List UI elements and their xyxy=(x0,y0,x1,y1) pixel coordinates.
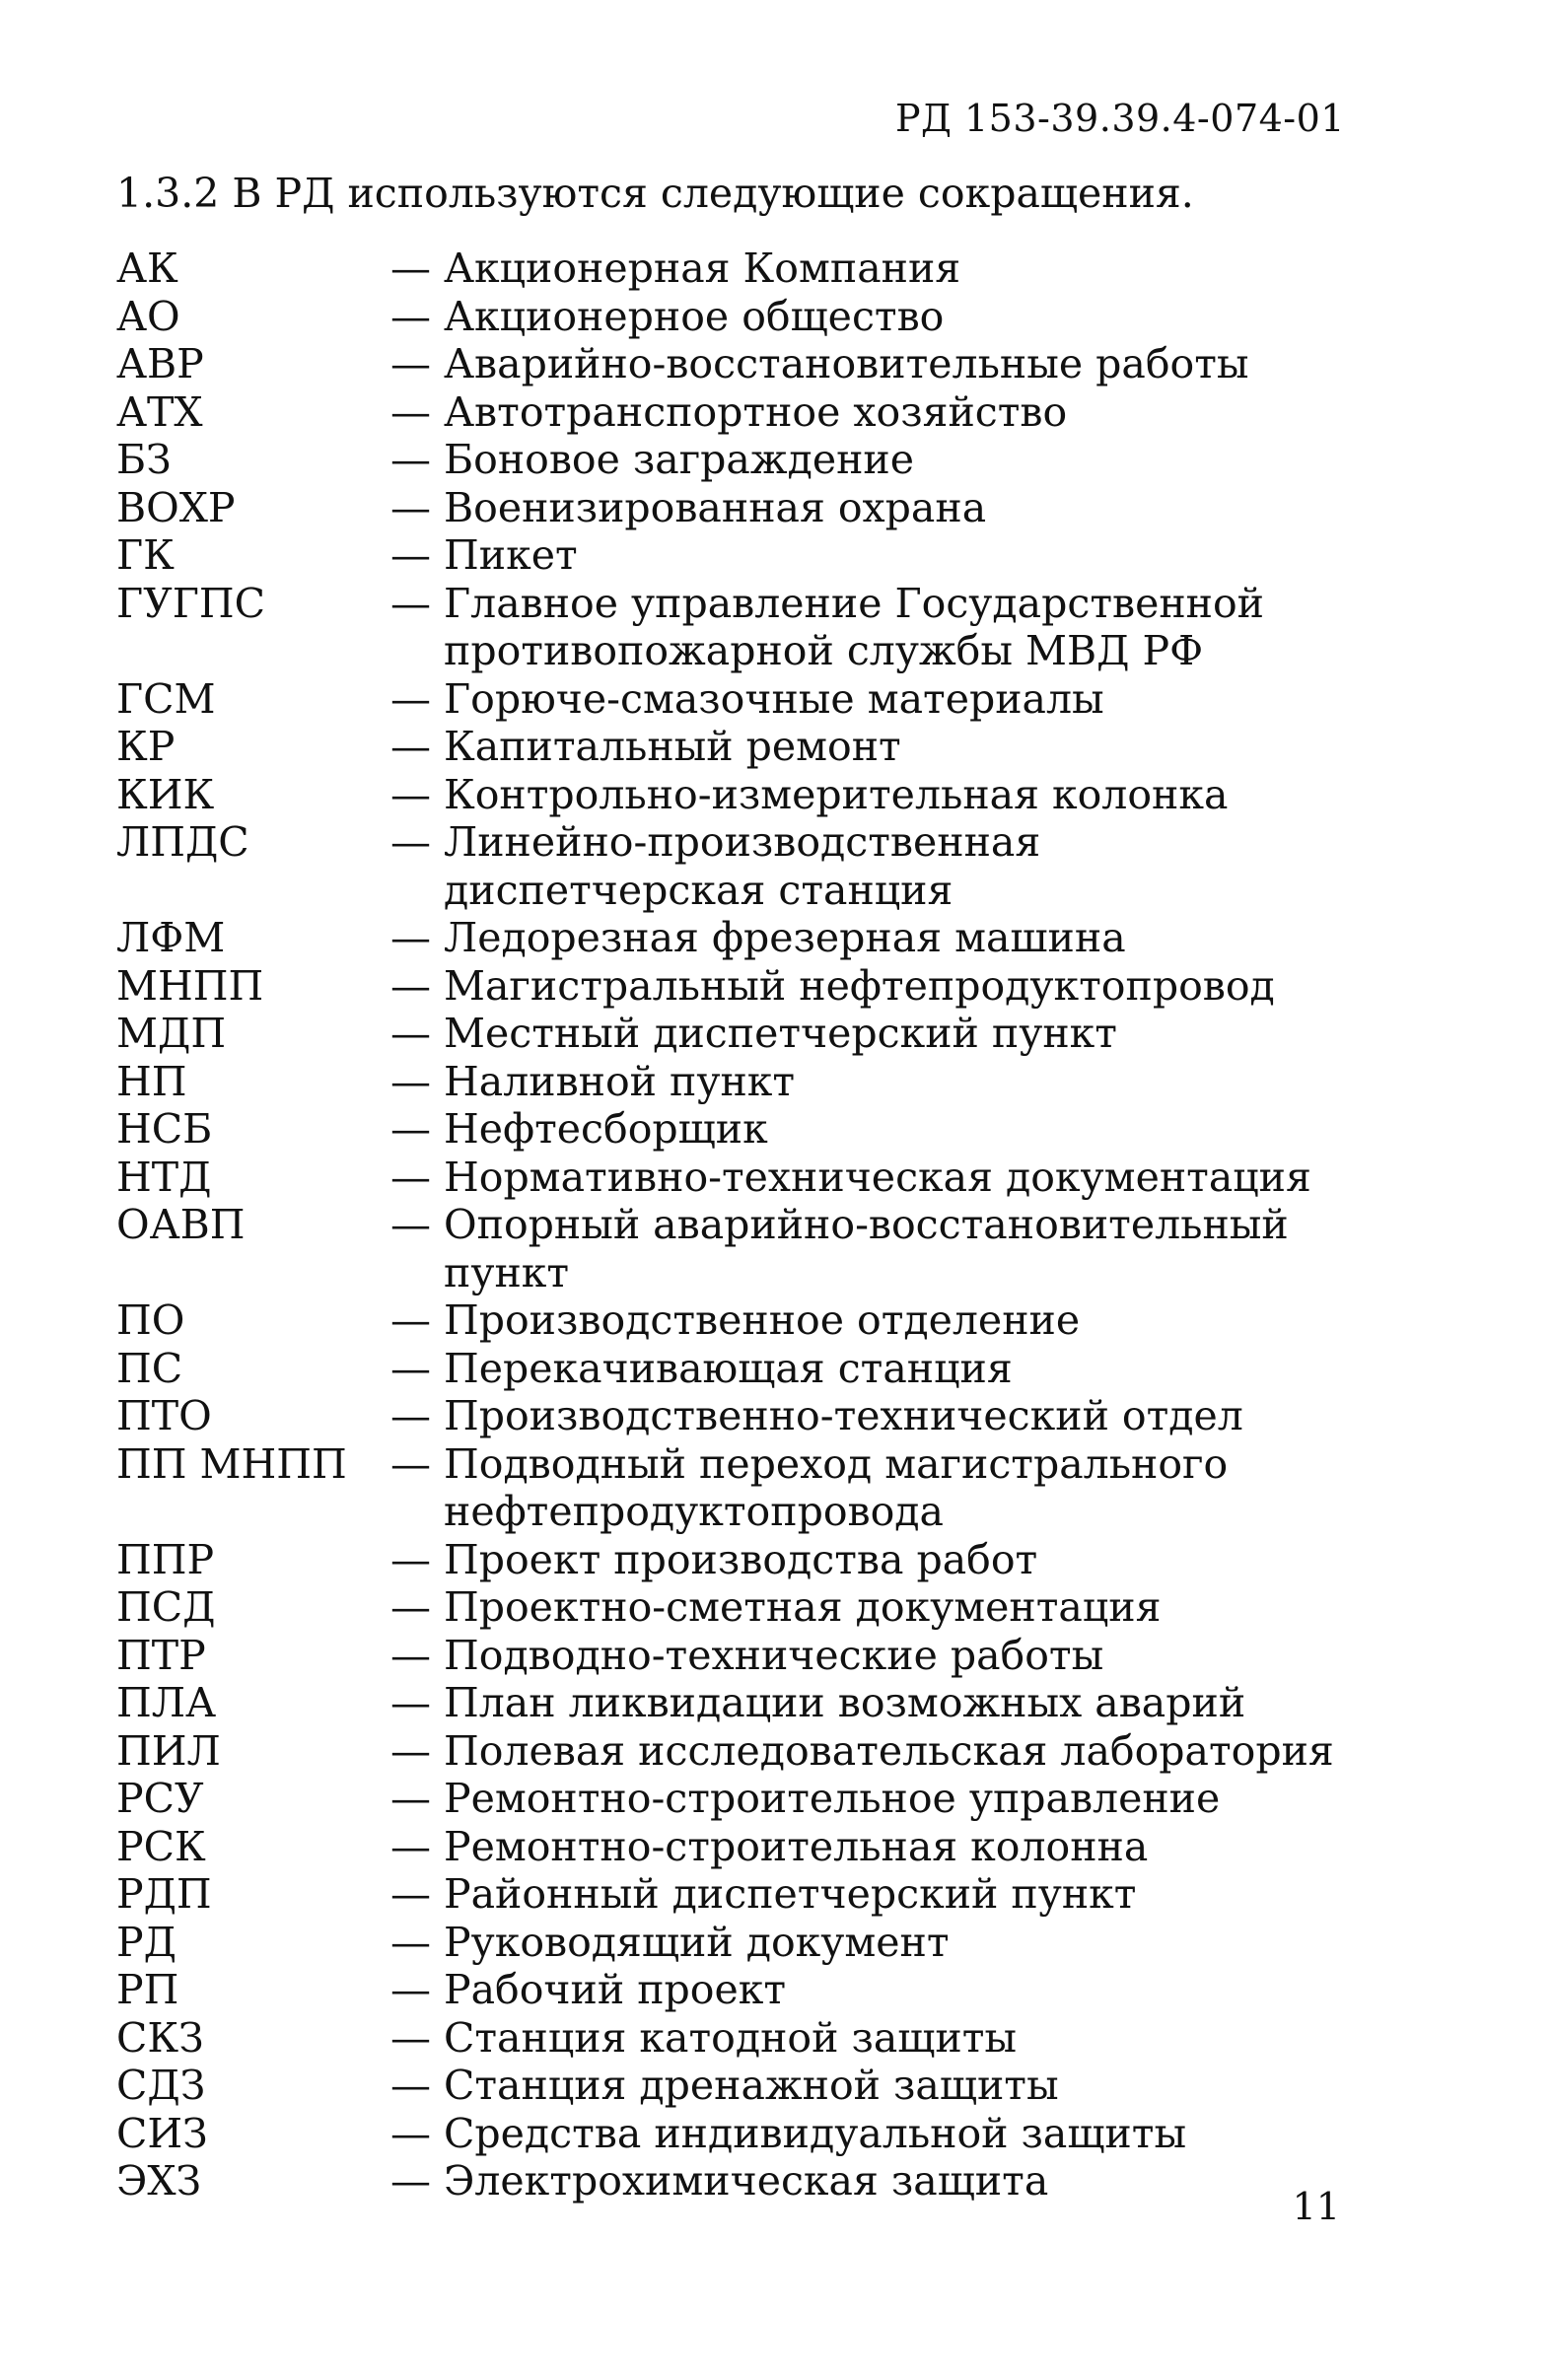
definition-text: Нормативно-техническая документация xyxy=(444,1153,1311,1201)
abbreviation-term: ПТО xyxy=(116,1392,212,1439)
em-dash: — xyxy=(390,2013,431,2062)
abbreviation-row xyxy=(116,771,1359,819)
abbreviation-row xyxy=(116,1296,1359,1345)
em-dash: — xyxy=(390,770,431,818)
abbreviation-definition xyxy=(390,675,1359,724)
em-dash: — xyxy=(390,1679,431,1726)
definition-text: Автотранспортное хозяйство xyxy=(444,387,1068,436)
abbreviation-term: СКЗ xyxy=(116,2013,204,2062)
em-dash: — xyxy=(390,1153,431,1201)
abbreviation-row xyxy=(116,1823,1359,1871)
abbreviation-definition xyxy=(390,2062,1359,2110)
abbreviation-definition xyxy=(390,1775,1359,1823)
abbreviation-term: МНПП xyxy=(116,961,264,1010)
abbreviation-definition xyxy=(390,580,1359,675)
abbreviation-term: АК xyxy=(116,245,178,292)
abbreviation-term: ГК xyxy=(116,531,175,579)
abbreviation-row xyxy=(116,1536,1359,1584)
abbreviation-row xyxy=(116,914,1359,962)
abbreviation-definition xyxy=(390,293,1359,341)
abbreviation-definition xyxy=(390,1440,1359,1536)
em-dash: — xyxy=(390,1775,431,1822)
abbreviation-definition xyxy=(390,962,1359,1011)
definition-text: Акционерное общество xyxy=(444,292,945,340)
abbreviation-term: СИЗ xyxy=(116,2109,208,2157)
em-dash: — xyxy=(390,1201,431,1248)
definition-text: Станция катодной защиты xyxy=(444,2013,1018,2062)
definition-text: Военизированная охрана xyxy=(444,483,987,531)
abbreviation-term: ПИЛ xyxy=(116,1726,221,1775)
em-dash: — xyxy=(390,1439,431,1488)
em-dash: — xyxy=(390,483,431,531)
definition-text: Нефтесборщик xyxy=(444,1105,768,1153)
abbreviation-row xyxy=(116,580,1359,675)
abbreviation-definition xyxy=(390,1632,1359,1680)
abbreviation-definition xyxy=(390,1010,1359,1058)
em-dash: — xyxy=(390,387,431,436)
abbreviation-row xyxy=(116,388,1359,437)
definition-text: Проект производства работ xyxy=(444,1535,1038,1583)
abbreviation-term: НП xyxy=(116,1057,187,1105)
abbreviation-row xyxy=(116,1058,1359,1106)
abbreviation-row xyxy=(116,1345,1359,1393)
em-dash: — xyxy=(390,914,431,961)
abbreviation-definition xyxy=(390,818,1359,914)
definition-text: План ликвидации возможных аварий xyxy=(444,1679,1246,1726)
abbreviation-definition xyxy=(390,1296,1359,1345)
document-code: РД 153-39.39.4-074-01 xyxy=(894,97,1345,140)
abbreviation-definition xyxy=(390,2110,1359,2158)
abbreviation-definition xyxy=(390,1870,1359,1919)
em-dash: — xyxy=(390,818,431,866)
abbreviation-definition xyxy=(390,436,1359,484)
abbreviation-row xyxy=(116,962,1359,1011)
definition-text: Пикет xyxy=(444,531,578,579)
abbreviation-term: АВР xyxy=(116,340,204,387)
abbreviation-term: НТД xyxy=(116,1153,212,1201)
abbreviation-row xyxy=(116,293,1359,341)
definition-text: Горюче-смазочные материалы xyxy=(444,674,1104,723)
abbreviation-row xyxy=(116,1201,1359,1296)
definition-text: Акционерная Компания xyxy=(444,245,961,292)
abbreviation-definition xyxy=(390,340,1359,388)
definition-text: Ремонтно-строительное управление xyxy=(444,1775,1221,1822)
abbreviation-definition xyxy=(390,388,1359,437)
definition-text: Магистральный нефтепродуктопровод xyxy=(444,961,1275,1010)
definition-text: Ремонтно-строительная колонна xyxy=(444,1822,1149,1870)
abbreviation-row xyxy=(116,1440,1359,1536)
abbreviation-term: РД xyxy=(116,1918,177,1966)
abbreviation-term: ПП МНПП xyxy=(116,1439,347,1488)
em-dash: — xyxy=(390,579,431,627)
em-dash: — xyxy=(390,1296,431,1344)
abbreviation-row xyxy=(116,1919,1359,1967)
abbreviation-definition xyxy=(390,1105,1359,1154)
abbreviation-row xyxy=(116,2062,1359,2110)
abbreviation-term: ПО xyxy=(116,1296,185,1344)
abbreviation-term: ПС xyxy=(116,1344,183,1392)
abbreviation-row xyxy=(116,1392,1359,1440)
definition-text: Местный диспетчерский пункт xyxy=(444,1010,1117,1057)
definition-text: Аварийно-восстановительные работы xyxy=(444,340,1249,387)
abbreviation-row xyxy=(116,531,1359,580)
em-dash: — xyxy=(390,1057,431,1105)
abbreviation-term: РСУ xyxy=(116,1775,204,1822)
abbreviation-term: ПТР xyxy=(116,1631,206,1679)
em-dash: — xyxy=(390,1631,431,1679)
abbreviation-row xyxy=(116,2157,1359,2205)
definition-text: Электрохимическая защита xyxy=(444,2157,1049,2205)
em-dash: — xyxy=(390,1726,431,1775)
abbreviation-definition xyxy=(390,1966,1359,2014)
abbreviation-definition xyxy=(390,484,1359,532)
abbreviation-definition xyxy=(390,1392,1359,1440)
section-intro: 1.3.2 В РД используются следующие сокращения. xyxy=(116,170,1194,217)
abbreviation-list xyxy=(116,245,1359,2205)
em-dash: — xyxy=(390,436,431,483)
abbreviation-term: ГСМ xyxy=(116,674,216,723)
abbreviation-definition xyxy=(390,1679,1359,1727)
abbreviation-term: ППР xyxy=(116,1535,215,1583)
em-dash: — xyxy=(390,1870,431,1918)
definition-text: Руководящий документ xyxy=(444,1918,950,1966)
abbreviation-definition xyxy=(390,1201,1359,1296)
abbreviation-definition xyxy=(390,723,1359,771)
abbreviation-term: ВОХР xyxy=(116,483,236,531)
page-number: 11 xyxy=(1292,2185,1340,2228)
em-dash: — xyxy=(390,961,431,1010)
em-dash: — xyxy=(390,1966,431,2013)
abbreviation-term: ЛФМ xyxy=(116,914,226,961)
em-dash: — xyxy=(390,2062,431,2109)
definition-text: Контрольно-измерительная колонка xyxy=(444,770,1229,818)
abbreviation-definition xyxy=(390,1727,1359,1776)
abbreviation-row xyxy=(116,675,1359,724)
definition-text: Производственное отделение xyxy=(444,1296,1081,1344)
abbreviation-row xyxy=(116,340,1359,388)
definition-text: Подводно-технические работы xyxy=(444,1631,1104,1679)
abbreviation-definition xyxy=(390,1823,1359,1871)
definition-text: Ледорезная фрезерная машина xyxy=(444,914,1126,961)
abbreviation-row xyxy=(116,1966,1359,2014)
definition-text: Средства индивидуальной защиты xyxy=(444,2109,1187,2157)
abbreviation-term: КИК xyxy=(116,770,215,818)
abbreviation-row xyxy=(116,484,1359,532)
definition-text: Боновое заграждение xyxy=(444,436,915,483)
definition-text: Рабочий проект xyxy=(444,1966,787,2013)
abbreviation-row xyxy=(116,1010,1359,1058)
em-dash: — xyxy=(390,1105,431,1153)
definition-text: Проектно-сметная документация xyxy=(444,1583,1162,1631)
abbreviation-term: ПЛА xyxy=(116,1679,217,1726)
em-dash: — xyxy=(390,340,431,387)
definition-text: Наливной пункт xyxy=(444,1057,796,1105)
abbreviation-definition xyxy=(390,1154,1359,1202)
abbreviation-term: СДЗ xyxy=(116,2062,206,2109)
definition-text: Районный диспетчерский пункт xyxy=(444,1870,1137,1918)
em-dash: — xyxy=(390,1535,431,1583)
definition-text: Капитальный ремонт xyxy=(444,723,901,770)
abbreviation-definition xyxy=(390,1058,1359,1106)
definition-text: Станция дренажной защиты xyxy=(444,2062,1059,2109)
abbreviation-definition xyxy=(390,1919,1359,1967)
abbreviation-row xyxy=(116,1870,1359,1919)
abbreviation-definition xyxy=(390,245,1359,293)
abbreviation-row xyxy=(116,818,1359,914)
definition-text: Линейно-производственная диспетчерская станция xyxy=(444,818,1041,914)
abbreviation-term: БЗ xyxy=(116,436,172,483)
abbreviation-row xyxy=(116,723,1359,771)
abbreviation-row xyxy=(116,2110,1359,2158)
abbreviation-definition xyxy=(390,531,1359,580)
abbreviation-term: РДП xyxy=(116,1870,212,1918)
abbreviation-row xyxy=(116,245,1359,293)
em-dash: — xyxy=(390,245,431,292)
definition-text: Подводный переход магистрального нефтепродуктопровода xyxy=(444,1439,1229,1535)
em-dash: — xyxy=(390,1822,431,1870)
abbreviation-row xyxy=(116,1727,1359,1776)
abbreviation-definition xyxy=(390,1345,1359,1393)
abbreviation-term: ЭХЗ xyxy=(116,2157,202,2205)
abbreviation-row xyxy=(116,436,1359,484)
abbreviation-row xyxy=(116,1583,1359,1632)
abbreviation-term: АТХ xyxy=(116,387,203,436)
em-dash: — xyxy=(390,1918,431,1966)
abbreviation-term: ОАВП xyxy=(116,1201,246,1248)
em-dash: — xyxy=(390,1010,431,1057)
abbreviation-definition xyxy=(390,771,1359,819)
em-dash: — xyxy=(390,674,431,723)
abbreviation-row xyxy=(116,1679,1359,1727)
abbreviation-definition xyxy=(390,1583,1359,1632)
definition-text: Производственно-технический отдел xyxy=(444,1392,1243,1439)
abbreviation-row xyxy=(116,2014,1359,2063)
abbreviation-term: ЛПДС xyxy=(116,818,249,866)
abbreviation-term: КР xyxy=(116,723,176,770)
em-dash: — xyxy=(390,531,431,579)
abbreviation-row xyxy=(116,1632,1359,1680)
abbreviation-term: РСК xyxy=(116,1822,206,1870)
definition-text: Полевая исследовательская лаборатория xyxy=(444,1726,1334,1775)
abbreviation-term: НСБ xyxy=(116,1105,213,1153)
definition-text: Опорный аварийно-восстановительный пункт xyxy=(444,1201,1289,1296)
abbreviation-term: ГУГПС xyxy=(116,579,266,627)
em-dash: — xyxy=(390,2157,431,2205)
abbreviation-term: МДП xyxy=(116,1010,227,1057)
abbreviation-row xyxy=(116,1775,1359,1823)
abbreviation-definition xyxy=(390,1536,1359,1584)
abbreviation-definition xyxy=(390,2157,1359,2205)
em-dash: — xyxy=(390,1344,431,1392)
em-dash: — xyxy=(390,292,431,340)
abbreviation-term: АО xyxy=(116,292,180,340)
abbreviation-definition xyxy=(390,2014,1359,2063)
em-dash: — xyxy=(390,1583,431,1631)
em-dash: — xyxy=(390,723,431,770)
em-dash: — xyxy=(390,1392,431,1439)
abbreviation-definition xyxy=(390,914,1359,962)
abbreviation-row xyxy=(116,1105,1359,1154)
abbreviation-term: ПСД xyxy=(116,1583,216,1631)
definition-text: Перекачивающая станция xyxy=(444,1344,1013,1392)
abbreviation-term: РП xyxy=(116,1966,179,2013)
em-dash: — xyxy=(390,2109,431,2157)
definition-text: Главное управление Государственной противопожарной службы МВД РФ xyxy=(444,579,1265,674)
abbreviation-row xyxy=(116,1154,1359,1202)
